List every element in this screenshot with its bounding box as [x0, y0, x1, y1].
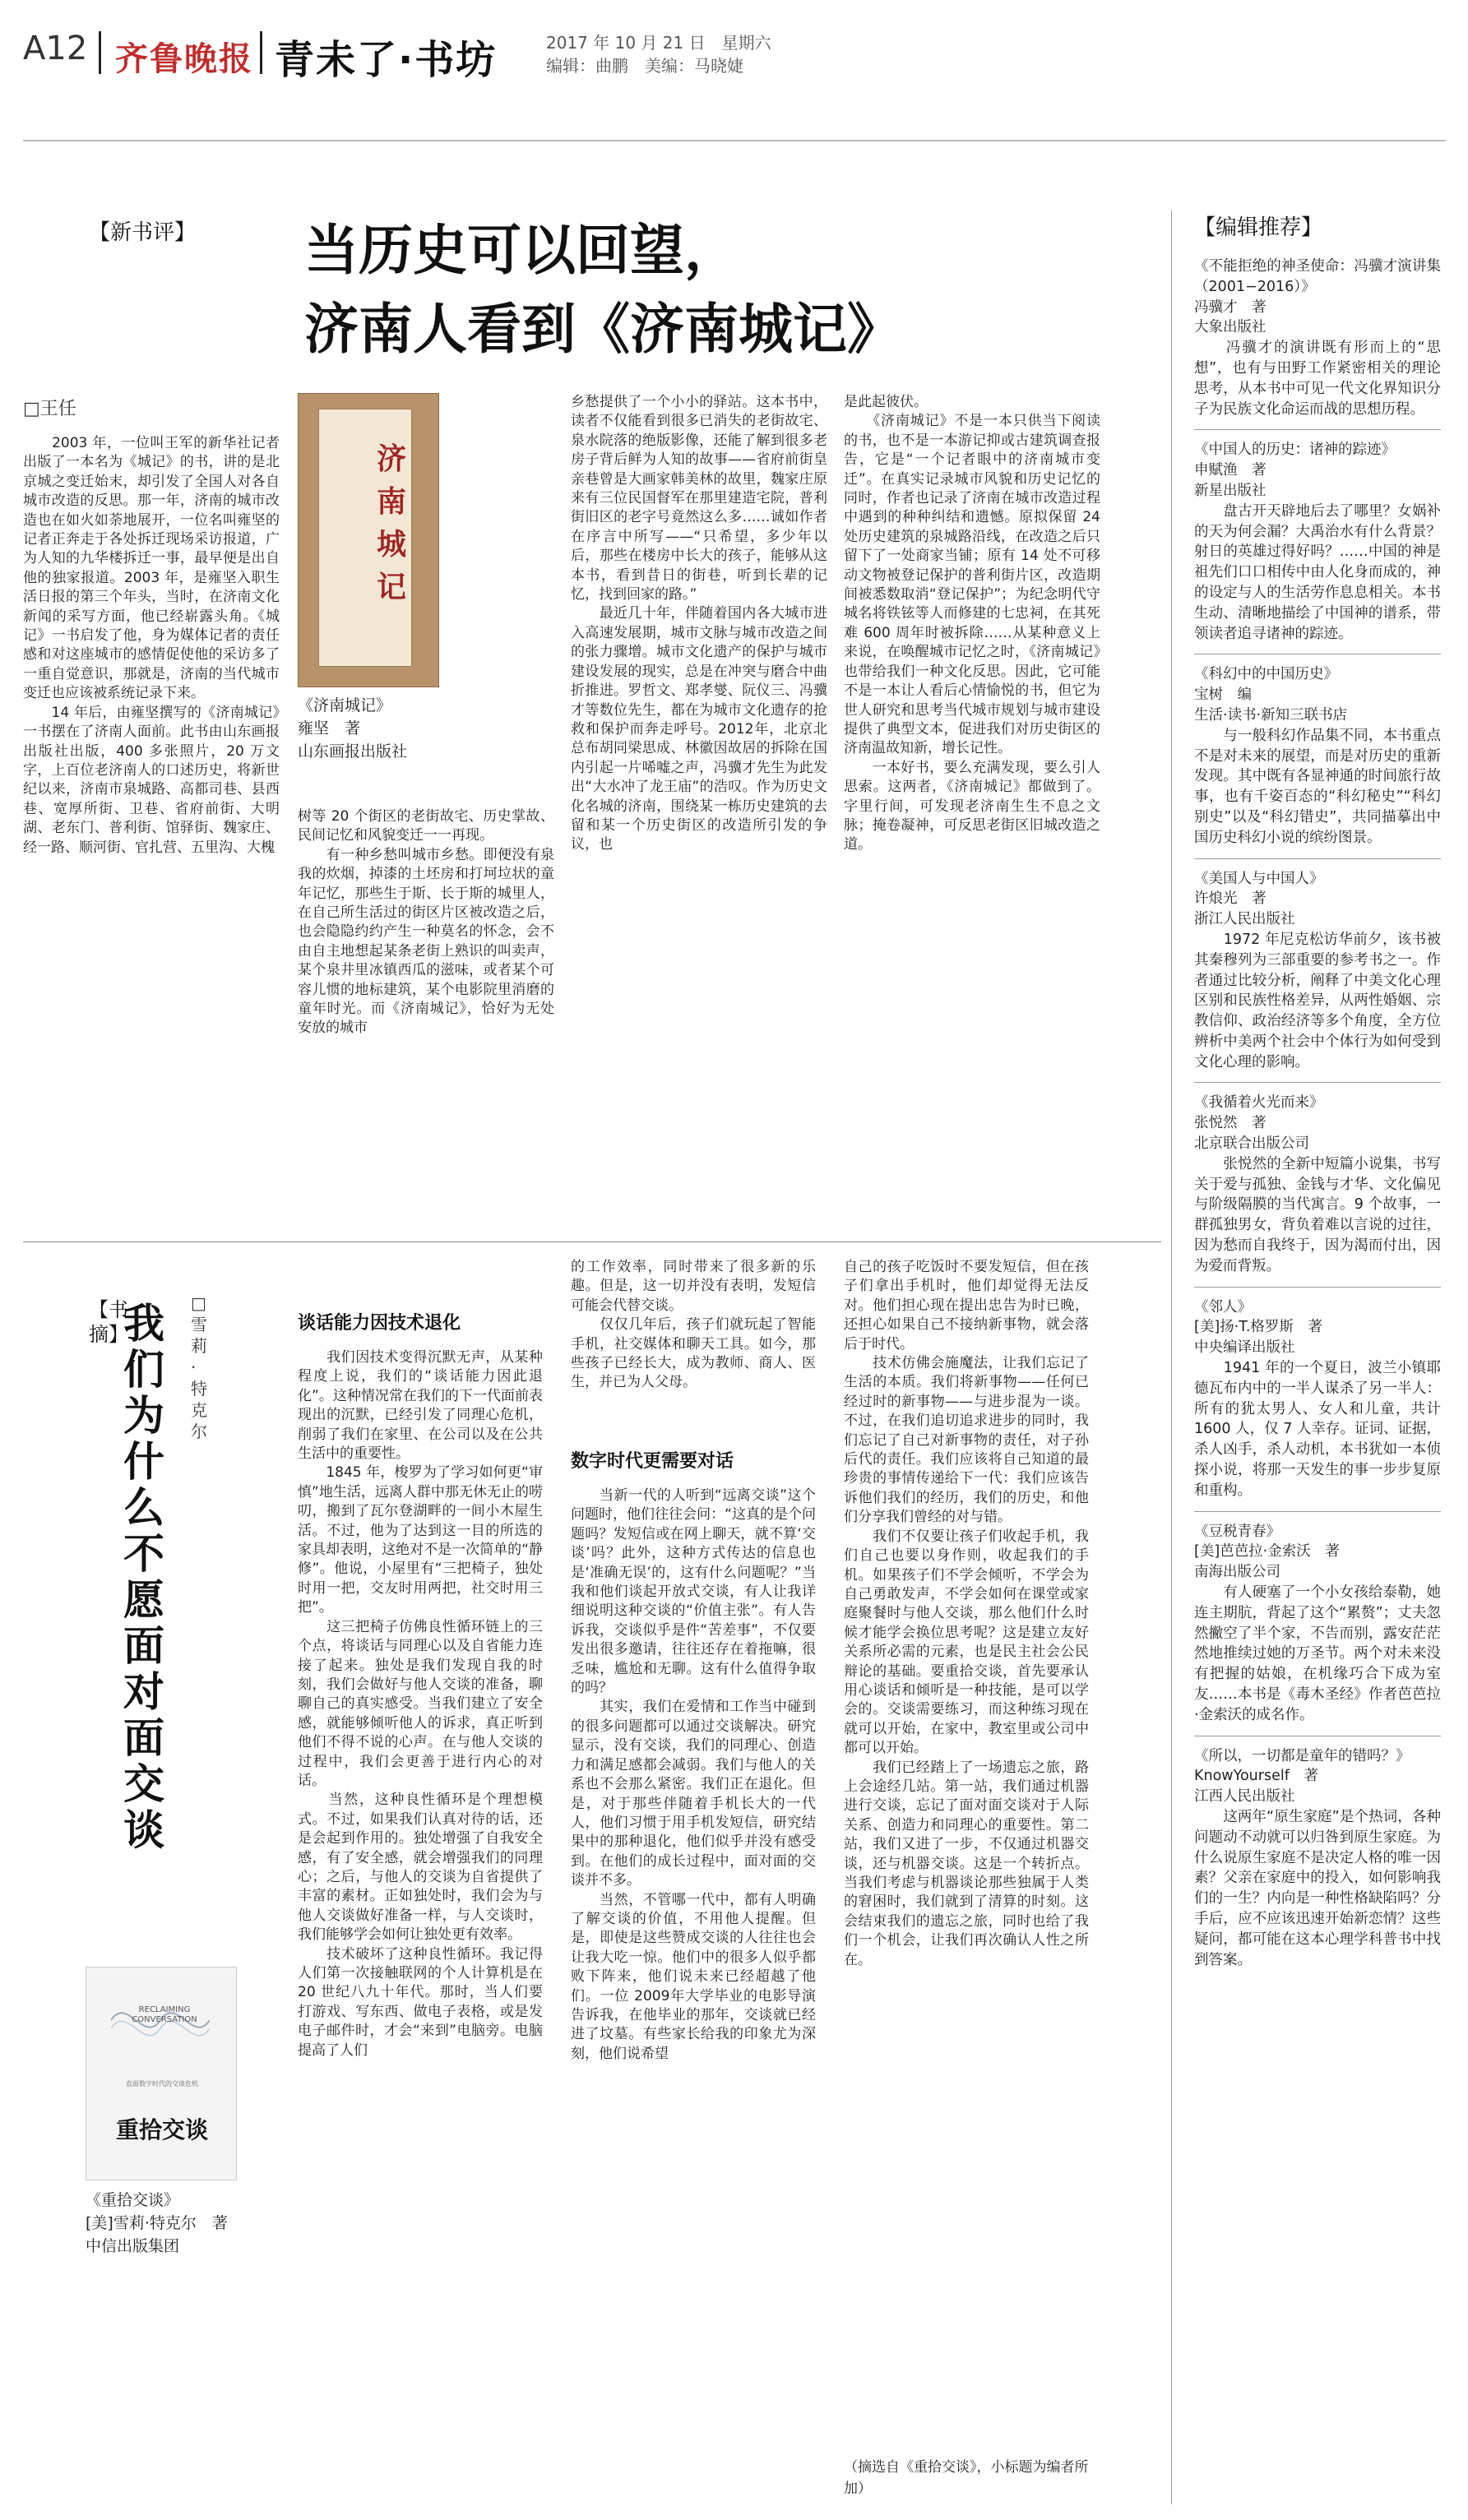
book-cover-subtitle: 直面数字时代的交谈危机: [126, 2080, 198, 2088]
recommendation-title: 《科幻中的中国历史》: [1194, 666, 1338, 683]
section-title: 青未了·书坊: [275, 37, 498, 83]
review-column-2: 树等 20 个街区的老街故宅、历史掌故、民间记忆和风貌变迁一一再现。 有一种乡愁叫城市乡愁。即便没有泉我的炊烟，掉漆的土坯房和打坷垃状的童年记忆，那些生于斯、长于斯的城里人，在自己所生活过的街区片区被改造之后，也会隐隐约约产生一种莫名的怀念，会不由自主地想起某条老街上熟识的叫卖声，某个泉井里冰镇西瓜的滋味，或者某个可容儿惯的地标建筑，某个电影院里消磨的童年时光。而《济南城记》，恰好为无处安放的城市: [298, 808, 554, 1037]
recommendation-item: [1194, 654, 1441, 848]
recommendation-author: [美]扬·T.格罗斯 著: [1194, 1319, 1322, 1336]
recommendation-title: 《我循着火光而来》: [1194, 1094, 1324, 1112]
review-tag: 【新书评】: [89, 220, 197, 245]
excerpt-author: □雪莉·特克尔: [191, 1293, 207, 1441]
item-divider: [1194, 1511, 1441, 1512]
issue-date: 2017 年 10 月 21 日 星期六: [546, 33, 771, 53]
subheading: 谈话能力因技术退化: [298, 1313, 461, 1334]
recommendation-author: KnowYourself 著: [1194, 1768, 1318, 1785]
recommendation-desc: 有人硬塞了一个小女孩给泰勒，她连主期肮，背起了这个“累赘”；丈夫忽然撇空了半个家，不告而别，露安茫茫然地推续过她的万圣节。两个对未来没有把握的姑娘，在机缘巧合下成为室友……本书是《毒木圣经》作者芭芭拉·金索沃的成名作。: [1194, 1584, 1441, 1723]
recommendation-title: 《所以，一切都是童年的错吗？》: [1194, 1747, 1410, 1764]
editor-credits: 编辑：曲鹏 美编：马晓婕: [546, 56, 743, 76]
recommendation-item: [1194, 858, 1441, 1073]
item-divider: [1194, 1082, 1441, 1083]
book-caption: 《重拾交谈》 [美]雪莉·特克尔 著 中信出版集团: [86, 2191, 228, 2255]
book-cover-title: 济南城记: [377, 442, 407, 604]
recommendation-item: [1194, 1082, 1441, 1276]
recommendation-author: 宝树 编: [1194, 687, 1252, 704]
headline-line-1: 当历史可以回望，: [304, 218, 739, 282]
recommendation-item: [1194, 1511, 1441, 1726]
subheading: 数字时代更需要对话: [571, 1451, 734, 1472]
recommendation-author: 申赋渔 著: [1194, 462, 1267, 479]
page-number: A12: [23, 30, 88, 67]
review-headline: [304, 210, 901, 368]
recommendation-author: 张悦然 著: [1194, 1115, 1267, 1132]
review-column-4: 是此起彼伏。 《济南城记》不是一本只供当下阅读的书，也不是一本游记抑或古建筑调查报告，它是“一个记者眼中的济南城市变迁”。在真实记录城市风貌和历史记忆的同时，作者也记录了济南在城市改造过程中遇到的种种纠结和遗憾。原拟保留 24 处历史建筑的泉城路沿线，在改造之后只留下了一处商家当铺；原有 14 处不可移动文物被登记保护的普利街片区，改造期间被悉数取消“登记保护”；为纪念明代守城名将铁铉等人而修建的七忠祠，在其死难 600 周年时被拆除……从某种意义上来说，在唤醒城市记忆之时，《济南城记》也带给我们一种文化反思。因此，它可能不是一本让人看后心情愉悦的书，但它为世人研究和思考当代城市规划与城市建设提供了典型文本，促进我们对历史街区的济南温故知新，增长记性。 一本好书，要么充满发现，要么引人思索。这两者，《济南城记》都做到了。字里行间，可发现老济南生生不息之文脉；掩卷凝神，可反思老街区旧城改造之道。: [844, 394, 1100, 853]
book-cover-title: 重拾交谈: [115, 2116, 208, 2143]
book-cover-image: [298, 393, 439, 687]
recommendation-publisher: 江西人民出版社: [1194, 1788, 1295, 1806]
recommendation-title: 《中国人的历史：诸神的踪迹》: [1194, 442, 1396, 459]
item-divider: [1194, 1287, 1441, 1288]
recommendation-desc: 盘古开天辟地后去了哪里？女娲补的天为何会漏？大禹治水有什么背景？射日的英雄过得好吗？……中国的神是祖先们口口相传中由人化身而成的，神的设定与人的生活劳作息息相关。本书生动、清晰地描绘了中国神的谱系，带领读者追寻诸神的踪迹。: [1194, 502, 1441, 642]
recommendation-desc: 这两年“原生家庭”是个热词，各种问题动不动就可以归咎到原生家庭。为什么说原生家庭不是决定人格的唯一因素？父亲在家庭中的投入，如何影响我们的一生？内向是一种性格缺陷吗？分手后，应不应该迅速开始新恋情？这些疑问，都可能在这本心理学科普书中找到答案。: [1194, 1808, 1441, 1968]
newspaper-logo: 齐鲁晚报: [115, 39, 253, 78]
review-author: □王任: [23, 399, 76, 419]
recommendation-author: 许烺光 著: [1194, 890, 1267, 908]
header-divider: [260, 31, 262, 74]
recommendation-desc: 冯骥才的演讲既有形而上的“思想”，也有与田野工作紧密相关的理论思考，从本书中可见一代文化界知识分子为民族文化命运而战的思想历程。: [1194, 340, 1441, 418]
recommendation-title: 《美国人与中国人》: [1194, 870, 1324, 887]
excerpt-column-2: 当新一代的人听到“远离交谈”这个问题时，他们往往会问：“这真的是个问题吗？发短信或在网上聊天，就不算‘交谈’吗？此外，这种方式传达的信息也是‘准确无误’的，这有什么问题呢？”当我和他们谈起开放式交谈，有人让我详细说明这种交谈的“价值主张”。有人告诉我，交谈似乎是件“苦差事”，不仅要发出很多邀请，往往还存在着拖嘛，很乏味，尴尬和无聊。这有什么值得争取的吗？ 其实，我们在爱情和工作当中碰到的很多问题都可以通过交谈解决。研究显示，没有交谈，我们的同理心、创造力和满足感都会减弱。我们与他人的关系也不会那么紧密。我们正在退化。但是，对于那些伴随着手机长大的一代人，他们习惯于用手机发短信，研究结果中的那种退化，他们似乎并没有感受到。在他们的成长过程中，面对面的交谈并不多。 当然，不管哪一代中，都有人明确了解交谈的价值，不用他人提醒。但是，即使是这些赞成交谈的人往往也会让我大吃一惊。他们中的很多人似乎都败下阵来，他们说未来已经超越了他们。一位 2009年大学毕业的电影导演告诉我，在他毕业的那年，交谈就已经进了坟墓。有些家长给我的印象尤为深刻，他们说希望: [571, 1487, 816, 2062]
recommendation-title: 《不能拒绝的神圣使命：冯骥才演讲集（2001−2016）》: [1194, 258, 1441, 295]
book-english-title: RECLAIMING CONVERSATION: [132, 2005, 197, 2024]
recommendation-publisher: 中央编译出版社: [1194, 1339, 1295, 1357]
review-column-1: 2003 年，一位叫王军的新华社记者出版了一本名为《城记》的书，讲的是北京城之变迁始末，却引发了全国人对各自城市改造的反思。那一年，济南的城市改造也在如火如荼地展开，一位名叫雍坚的记者正奔走于各处拆迁现场采访报道，广为人知的九华楼拆迁一事，最早便是出自他的独家报道。2003 年，是雍坚入职生活日报的第三个年头，当时，在济南文化新闻的采写方面，他已经崭露头角。《城记》一书启发了他，身为媒体记者的责任感和对这座城市的感情促使他的采访多了一重自觉意识，那就是，济南的当代城市变迁也应该被系统记录下来。 14 年后，由雍坚撰写的《济南城记》一书摆在了济南人面前。此书由山东画报出版社出版，400 多张照片，20 万文字，上百位老济南人的口述历史，将新世纪以来，济南市泉城路、高都司巷、县西巷、宽厚所街、卫巷、省府前街、大明湖、老东门、普利街、馆驿街、魏家庄、经一路、顺河街、官扎营、五里沟、大槐: [23, 435, 280, 856]
header-rule: [23, 140, 1446, 141]
recommendation-publisher: 浙江人民出版社: [1194, 911, 1295, 928]
excerpt-source: （摘选自《重拾交谈》，小标题为编者所加）: [844, 2459, 1089, 2497]
recommendation-publisher: 南海出版公司: [1194, 1564, 1280, 1581]
recommendation-desc: 张悦然的全新中短篇小说集，书写关于爱与孤独、金钱与才华、文化偏见与阶级隔膜的当代寓言。9 个故事，一群孤独男女，背负着难以言说的过往，因为愁而自我终于，因为渴而付出，因为爱而背叛。: [1194, 1155, 1441, 1274]
recommendation-desc: 与一般科幻作品集不同，本书重点不是对未来的展望，而是对历史的重新发现。其中既有各显神通的时间旅行故事，也有千姿百态的“科幻秘史”“科幻别史”以及“科幻错史”，共同描摹出中国历史科幻小说的缤纷图景。: [1194, 727, 1441, 846]
recommendation-publisher: 大象出版社: [1194, 319, 1267, 336]
recommendation-item: [1194, 257, 1441, 419]
sidebar-tag: 【编辑推荐】: [1194, 215, 1323, 240]
recommendation-publisher: 北京联合出版公司: [1194, 1135, 1309, 1153]
excerpt-column-3: 自己的孩子吃饭时不要发短信，但在孩子们拿出手机时，他们却觉得无法反对。他们担心现在提出忠告为时已晚，还担心如果自己不接纳新事物，就会落后于时代。 技术仿佛会施魔法，让我们忘记了生活的本质。我们将新事物——任何已经过时的新事物——与进步混为一谈。不过，在我们追切追求进步的同时，我们忘记了自己对新事物的责任，对子孙后代的责任。我们应该将自己知道的最珍贵的事情传递给下一代：我们应该告诉他们我们的经历，我们的历史，和他们分享我们曾经的对与错。 我们不仅要让孩子们收起手机，我们自己也要以身作则，收起我们的手机。如果孩子们不学会倾听，不学会为自己勇敢发声，不学会如何在课堂或家庭聚餐时与他人交谈，那么他们什么时候才能学会换位思考呢？这是建立友好关系所必需的元素，也是民主社会公民辩论的基础。要重拾交谈，首先要承认用心谈话和倾听是一种技能，是可以学会的。交谈需要练习，而这种练习现在就可以开始，在家中，教室里或公司中都可以开始。 我们已经踏上了一场遗忘之旅，路上会途经几站。第一站，我们通过机器进行交谈，忘记了面对面交谈对于人际关系、创造力和同理心的重要性。第二站，我们又进了一步，不仅通过机器交谈，还与机器交谈。这是一个转折点。当我们考虑与机器谈论那些独属于人类的窘困时，我们就到了清算的时刻。这会结束我们的遗忘之旅，同时也给了我们一个机会，让我们再次确认人性之所在。: [844, 1259, 1089, 1968]
recommendation-item: [1194, 1736, 1441, 1971]
recommendation-item: [1194, 1287, 1446, 1501]
recommendation-desc: 1941 年的一个夏日，波兰小镇耶德瓦布内中的一半人谋杀了另一半人：所有的犹太男人、女人和儿童，共计 1600 人，仅 7 人幸存。证词、证据，杀人凶手，杀人动机，本书犹如一本侦探小说，将那一天发生的事一步步复原和重构。: [1194, 1360, 1446, 1499]
recommendation-publisher: 新星出版社: [1194, 482, 1267, 499]
sidebar-divider: [1171, 210, 1172, 2504]
item-divider: [1194, 429, 1441, 430]
recommendation-author: 冯骥才 著: [1194, 298, 1267, 316]
excerpt-tag: 【书摘】: [89, 1298, 128, 1346]
header-divider: [99, 31, 101, 74]
headline-line-2: 济南人看到《济南城记》: [304, 297, 901, 361]
book-cover-panel: [318, 409, 412, 667]
recommendation-title: 《邻人》: [1194, 1298, 1252, 1315]
book-cover-image: [86, 1967, 237, 2180]
review-column-3: 乡愁提供了一个小小的驿站。这本书中，读者不仅能看到很多已消失的老街故宅、泉水院落的绝版影像，还能了解到很多老房子背后鲜为人知的故事——省府前街皇亲巷曾是大画家韩美林的故里，魏家庄原来有三位民国督军在那里建造宅院，普利街旧区的老字号竟然这么多……诚如作者在序言中所写——“只希望，多少年以后，那些在楼房中长大的孩子，能够从这本书，看到昔日的街巷，听到长辈的记忆，找到回家的路。” 最近几十年，伴随着国内各大城市进入高速发展期，城市文脉与城市改造之间的张力骤增。城市文化遗产的保护与城市建设发展的现实，总是在冲突与磨合中曲折推进。罗哲文、郑孝燮、阮仪三、冯骥才等数位先生，都在为城市文化遗存的抢救和保护而奔走呼号。2012年，北京北总布胡同梁思成、林徽因故居的拆除在国内引起一片唏嘘之声，冯骥才先生为此发出“大水冲了龙王庙”的浩叹。作为历史文化名城的济南，围绕某一栋历史建筑的去留和某一个历史街区的改造所引发的争议，也: [571, 394, 827, 853]
recommendation-title: 《豆税青春》: [1194, 1523, 1280, 1540]
recommendation-item: [1194, 429, 1441, 644]
item-divider: [1194, 858, 1441, 859]
excerpt-title: 我们为什么不愿面对面交谈: [123, 1299, 164, 1854]
excerpt-column-2-top: 的工作效率，同时带来了很多新的乐趣。但是，这一切并没有表明，发短信可能会代替交谈。 仅仅几年后，孩子们就玩起了智能手机，社交媒体和聊天工具。如今，那些孩子已经长大，成为教师、商人、医生，并已为人父母。: [571, 1259, 816, 1391]
recommendation-publisher: 生活·读书·新知三联书店: [1194, 706, 1348, 724]
book-caption: 《济南城记》 雍坚 著 山东画报出版社: [298, 696, 408, 761]
sidebar-list: [1194, 257, 1446, 2501]
recommendation-author: [美]芭芭拉·金索沃 著: [1194, 1543, 1340, 1561]
excerpt-column-1: 我们因技术变得沉默无声，从某种程度上说，我们的“谈话能力因此退化”。这种情况常在我们的下一代面前表现出的沉默，已经引发了同理心危机，削弱了我们在家里、在公司以及在公共生活中的重要性。 1845 年，梭罗为了学习如何更“审慎”地生活，远离人群中那无休无止的唠叨，搬到了瓦尔登湖畔的一间小木屋生活。不过，他为了达到这一目的所选的家具却表明，这绝对不是一次简单的“静修”。他说，小屋里有“三把椅子，独处时用一把，交友时用两把，社交时用三把”。 这三把椅子仿佛良性循环链上的三个点，将谈话与同理心以及自省能力连接了起来。独处是我们发现自我的时刻，我们会做好与他人交谈的准备，聊聊自己的真实感受。当我们建立了安全感，就能够倾听他人的诉求，真正听到他们不得不说的心声。在与他人交谈的过程中，我们会更善于进行内心的对话。 当然，这种良性循环是个理想模式。不过，如果我们认真对待的话，还是会起到作用的。独处增强了自我安全感，有了安全感，就会增强我们的同理心；之后，与他人的交谈为自省提供了丰富的素材。正如独处时，我们会为与他人交谈做好准备一样，与人交谈时，我们能够学会如何让独处更有效率。 技术破坏了这种良性循环。我记得人们第一次接触联网的个人计算机是在 20 世纪八九十年代。那时，当人们要打游戏、写东西、做电子表格，或是发电子邮件时，才会“来到”电脑旁。电脑提高了人们: [298, 1349, 543, 2059]
recommendation-desc: 1972 年尼克松访华前夕，该书被其秦穆列为三部重要的参考书之一。作者通过比较分析，阐释了中美文化心理区别和民族性格差异，从两性婚姻、宗教信仰、政治经济等多个角度，全方位辨析中美两个社会中个体行为如何受到文化心理的影响。: [1194, 931, 1441, 1070]
